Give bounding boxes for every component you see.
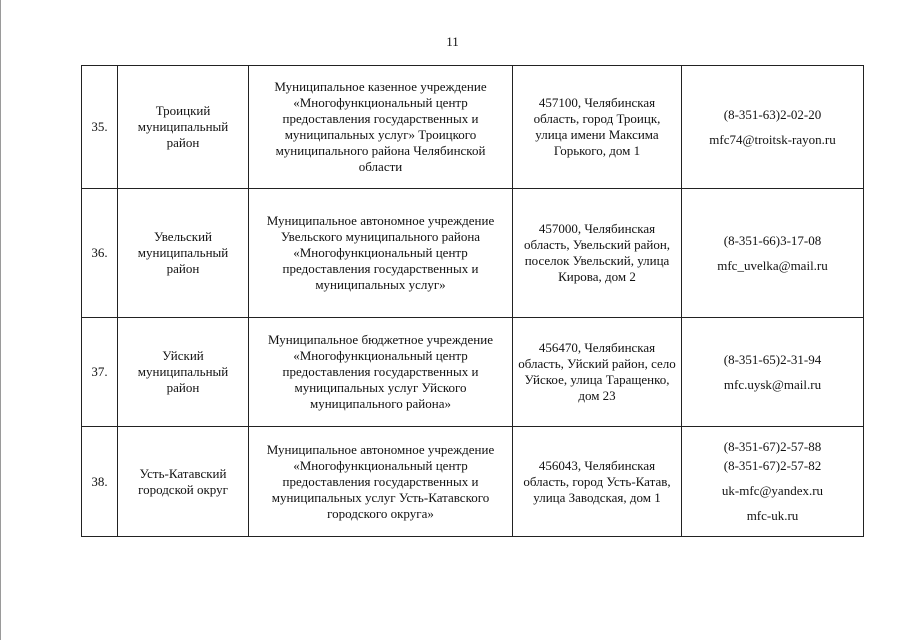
table-row bbox=[82, 189, 864, 318]
contacts-cell bbox=[682, 427, 864, 537]
postal-address: 456043, Челябинская область, город Усть-Катав, улица Заводская, дом 1 bbox=[513, 427, 682, 537]
institution-name: Муниципальное казенное учреждение «Многофункциональный центр предоставления государственных и муниципальных услуг» Троицкого муниципального района Челябинской области bbox=[249, 66, 513, 189]
postal-address: 457000, Челябинская область, Увельский район, поселок Увельский, улица Кирова, дом 2 bbox=[513, 189, 682, 318]
page-number: 11 bbox=[446, 34, 459, 49]
table-row bbox=[82, 427, 864, 537]
row-number: 37. bbox=[82, 318, 118, 427]
contacts-cell bbox=[682, 318, 864, 427]
phone-number: (8-351-66)3-17-08 bbox=[723, 232, 822, 248]
phone-number: (8-351-63)2-02-20 bbox=[723, 106, 822, 122]
district-name: Увельский муниципальный район bbox=[118, 189, 249, 318]
row-number: 35. bbox=[82, 66, 118, 189]
phone-number-secondary: (8-351-67)2-57-82 bbox=[723, 458, 822, 473]
postal-address: 456470, Челябинская область, Уйский район, село Уйское, улица Таращенко, дом 23 bbox=[513, 318, 682, 427]
website-address: mfc-uk.ru bbox=[746, 508, 799, 523]
postal-address: 457100, Челябинская область, город Троицк, улица имени Максима Горького, дом 1 bbox=[513, 66, 682, 189]
district-name: Троицкий муниципальный район bbox=[118, 66, 249, 189]
row-number: 38. bbox=[82, 427, 118, 537]
table-row bbox=[82, 66, 864, 189]
email-address: mfc_uvelka@mail.ru bbox=[717, 257, 828, 273]
email-address: uk-mfc@yandex.ru bbox=[721, 483, 824, 498]
institution-name: Муниципальное автономное учреждение «Многофункциональный центр предоставления государственных и муниципальных услуг Усть-Катавского городского округа» bbox=[249, 427, 513, 537]
phone-number: (8-351-65)2-31-94 bbox=[723, 351, 822, 367]
district-name: Уйский муниципальный район bbox=[118, 318, 249, 427]
page-left-edge bbox=[0, 0, 1, 640]
table-row bbox=[82, 318, 864, 427]
institution-name: Муниципальное бюджетное учреждение «Многофункциональный центр предоставления государственных и муниципальных услуг Уйского муниципального района» bbox=[249, 318, 513, 427]
phone-number: (8-351-67)2-57-88 bbox=[723, 439, 822, 454]
institution-name: Муниципальное автономное учреждение Увельского муниципального района «Многофункциональный центр предоставления государственных и муниципальных услуг» bbox=[249, 189, 513, 318]
email-address: mfc74@troitsk-rayon.ru bbox=[709, 131, 836, 147]
row-number: 36. bbox=[82, 189, 118, 318]
contacts-cell bbox=[682, 189, 864, 318]
mfc-registry-table bbox=[81, 65, 864, 537]
contacts-cell bbox=[682, 66, 864, 189]
district-name: Усть-Катавский городской округ bbox=[118, 427, 249, 537]
email-address: mfc.uysk@mail.ru bbox=[723, 376, 822, 392]
